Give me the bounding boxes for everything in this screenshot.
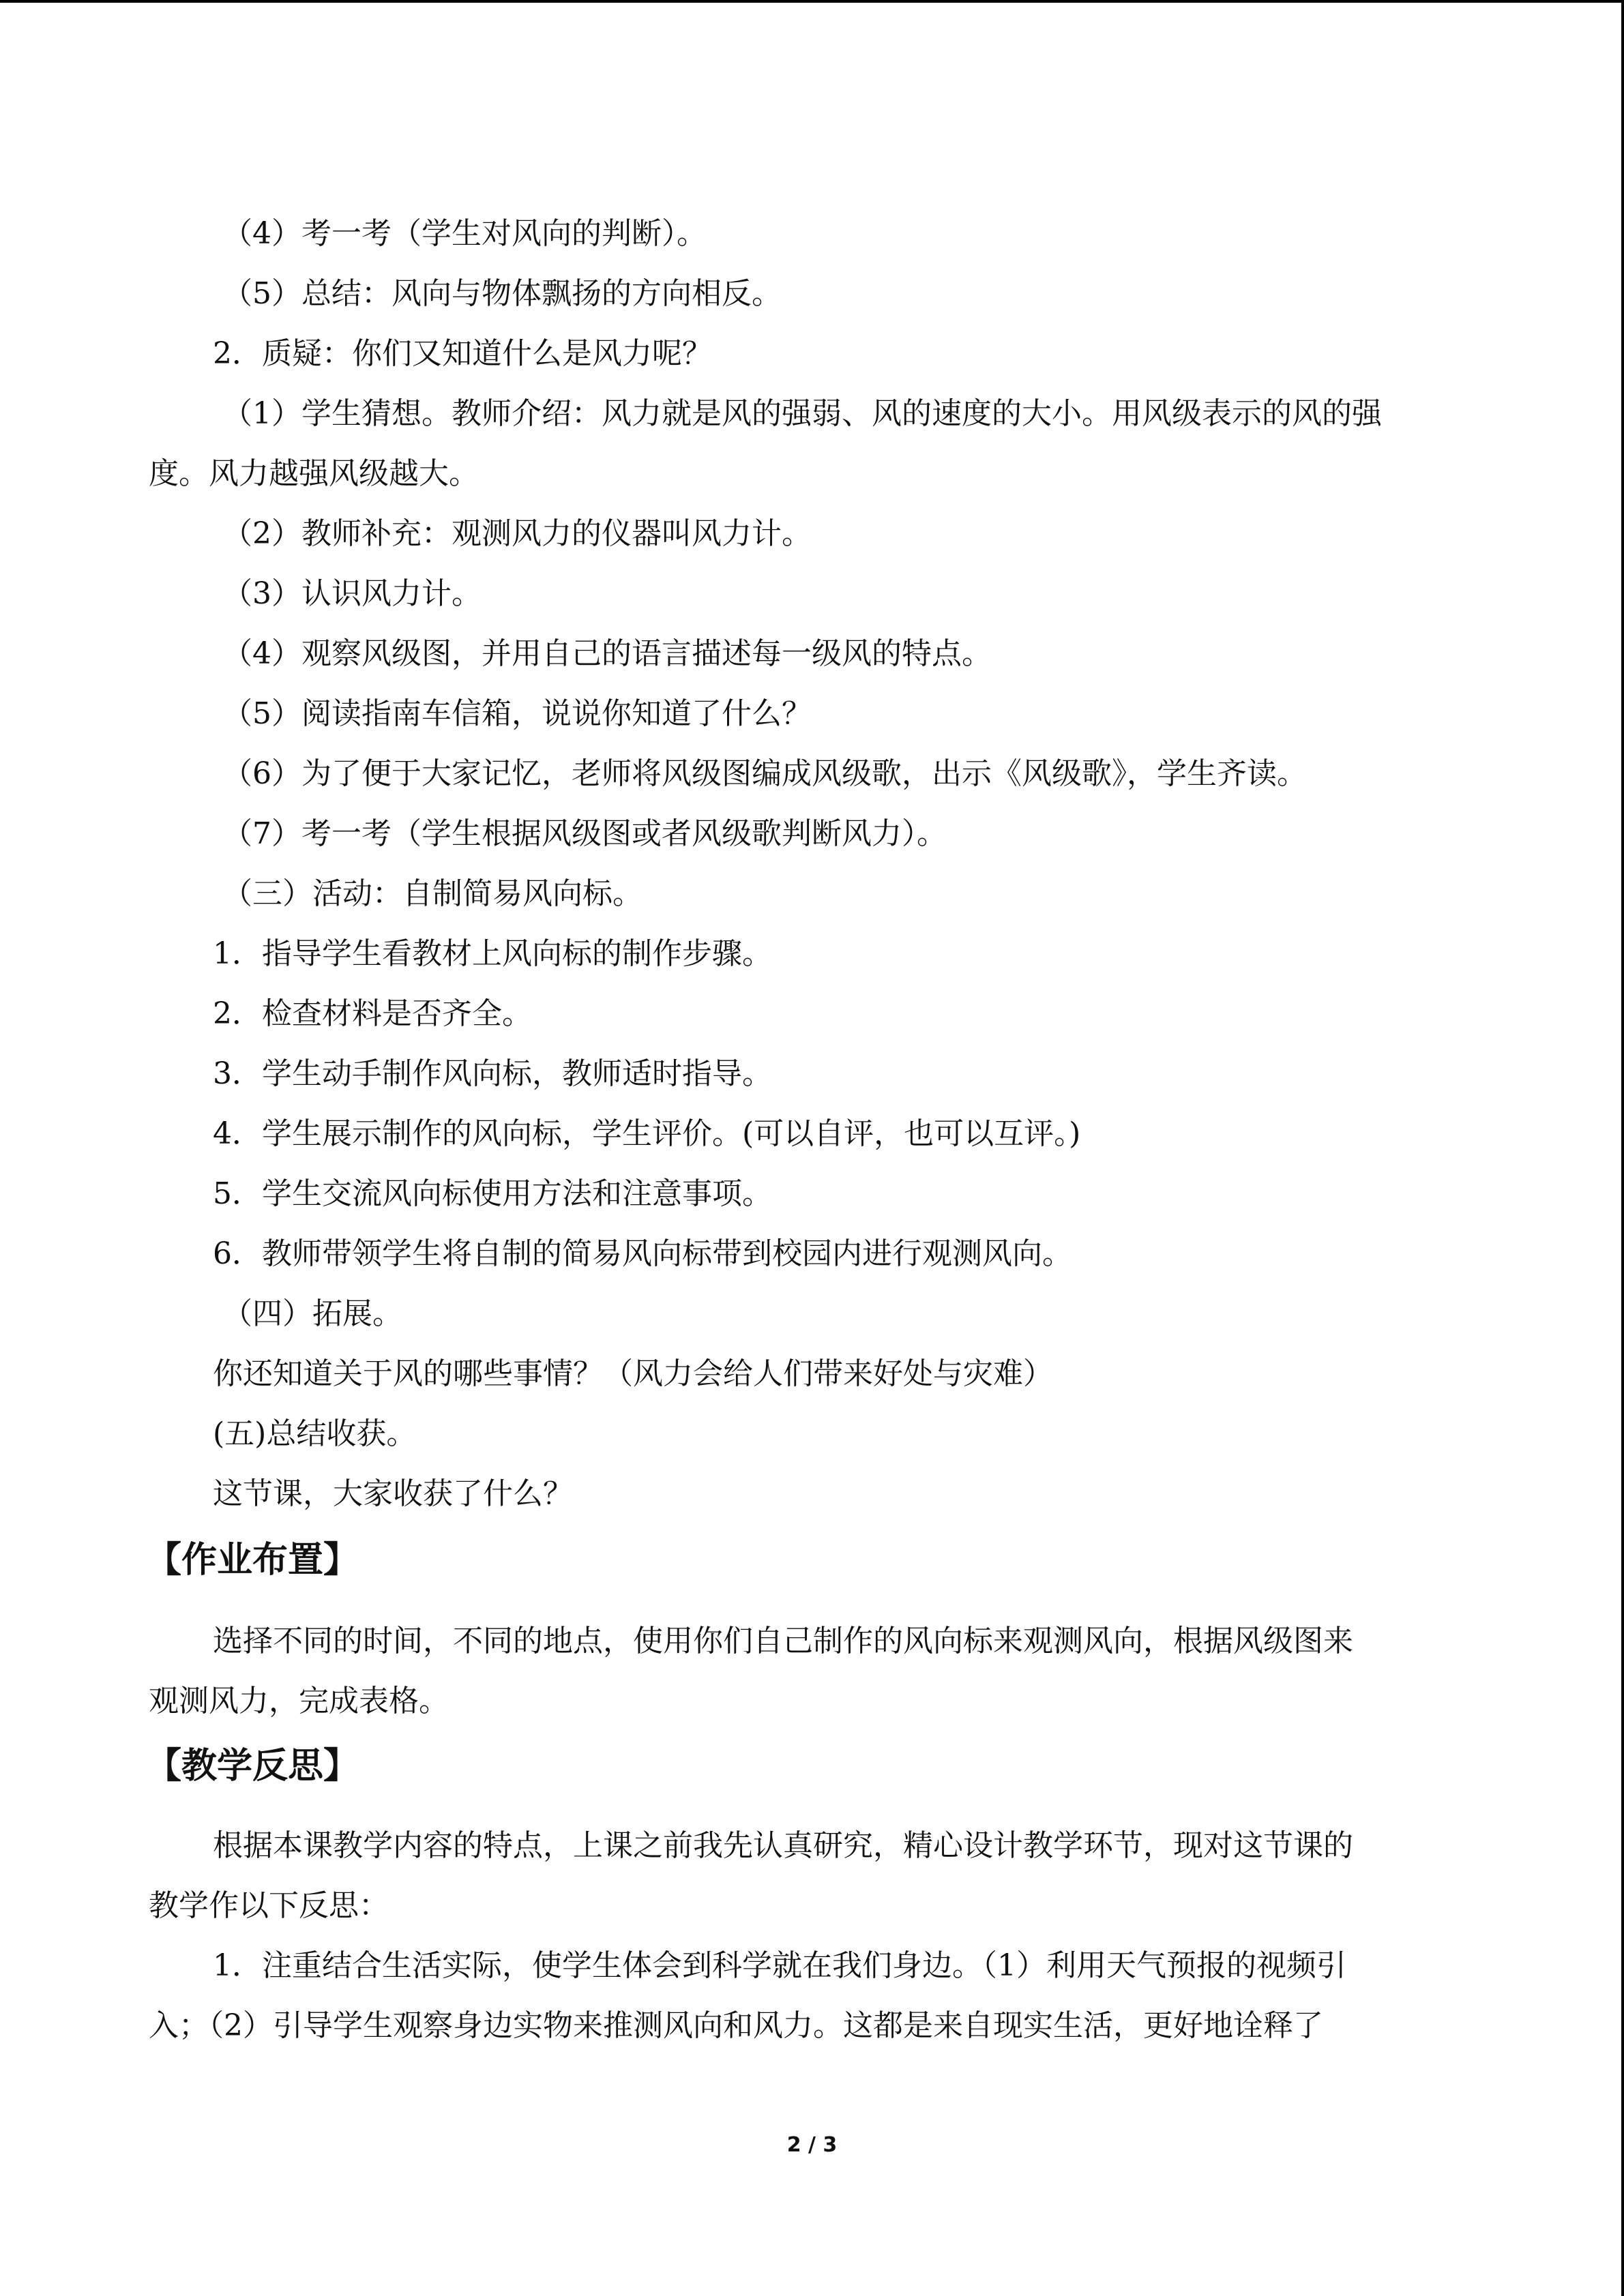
text-line: 6．教师带领学生将自制的简易风向标带到校园内进行观测风向。 bbox=[213, 1236, 1072, 1271]
text-line: 5．学生交流风向标使用方法和注意事项。 bbox=[213, 1176, 772, 1211]
text-line: （三）活动：自制简易风向标。 bbox=[222, 876, 643, 911]
text-line: （3）认识风力计。 bbox=[222, 576, 482, 611]
reflection-text-line: 教学作以下反思： bbox=[149, 1888, 389, 1923]
text-line: (五)总结收获。 bbox=[213, 1416, 417, 1451]
text-line: （5）阅读指南车信箱，说说你知道了什么？ bbox=[222, 696, 812, 731]
text-line: （5）总结：风向与物体飘扬的方向相反。 bbox=[222, 276, 782, 311]
text-line: 度。风力越强风级越大。 bbox=[149, 456, 479, 491]
homework-heading: 【作业布置】 bbox=[146, 1540, 359, 1581]
text-line: 2．检查材料是否齐全。 bbox=[213, 996, 532, 1031]
reflection-heading: 【教学反思】 bbox=[146, 1746, 359, 1787]
text-line: 4．学生展示制作的风向标，学生评价。(可以自评，也可以互评。) bbox=[213, 1116, 1081, 1151]
text-line: 2．质疑：你们又知道什么是风力呢？ bbox=[213, 336, 712, 371]
text-line: （6）为了便于大家记忆，老师将风级图编成风级歌，出示《风级歌》，学生齐读。 bbox=[222, 756, 1307, 791]
reflection-text-line: 入；（2）引导学生观察身边实物来推测风向和风力。这都是来自现实生活，更好地诠释了 bbox=[149, 2008, 1323, 2043]
page-number: 2 / 3 bbox=[786, 2133, 838, 2157]
text-line: （2）教师补充：观测风力的仪器叫风力计。 bbox=[222, 516, 812, 551]
text-line: 这节课，大家收获了什么？ bbox=[213, 1476, 573, 1511]
homework-text-line: 观测风力，完成表格。 bbox=[149, 1684, 449, 1718]
text-line: （四）拓展。 bbox=[222, 1296, 402, 1331]
reflection-text-line: 1．注重结合生活实际，使学生体会到科学就在我们身边。（1）利用天气预报的视频引 bbox=[213, 1948, 1346, 1983]
reflection-text-line: 根据本课教学内容的特点，上课之前我先认真研究，精心设计教学环节，现对这节课的 bbox=[213, 1828, 1353, 1863]
text-line: （1）学生猜想。教师介绍：风力就是风的强弱、风的速度的大小。用风级表示的风的强 bbox=[222, 396, 1382, 431]
homework-text-line: 选择不同的时间，不同的地点，使用你们自己制作的风向标来观测风向，根据风级图来 bbox=[213, 1624, 1353, 1658]
text-line: （4）观察风级图，并用自己的语言描述每一级风的特点。 bbox=[222, 636, 992, 671]
text-line: （4）考一考（学生对风向的判断）。 bbox=[222, 216, 707, 251]
page-top-border bbox=[0, 0, 1624, 3]
text-line: 3．学生动手制作风向标，教师适时指导。 bbox=[213, 1056, 772, 1091]
text-line: （7）考一考（学生根据风级图或者风级歌判断风力）。 bbox=[222, 816, 947, 851]
page-right-border bbox=[1621, 0, 1624, 2296]
text-line: 你还知道关于风的哪些事情？（风力会给人们带来好处与灾难） bbox=[213, 1356, 1053, 1391]
text-line: 1．指导学生看教材上风向标的制作步骤。 bbox=[213, 936, 772, 971]
